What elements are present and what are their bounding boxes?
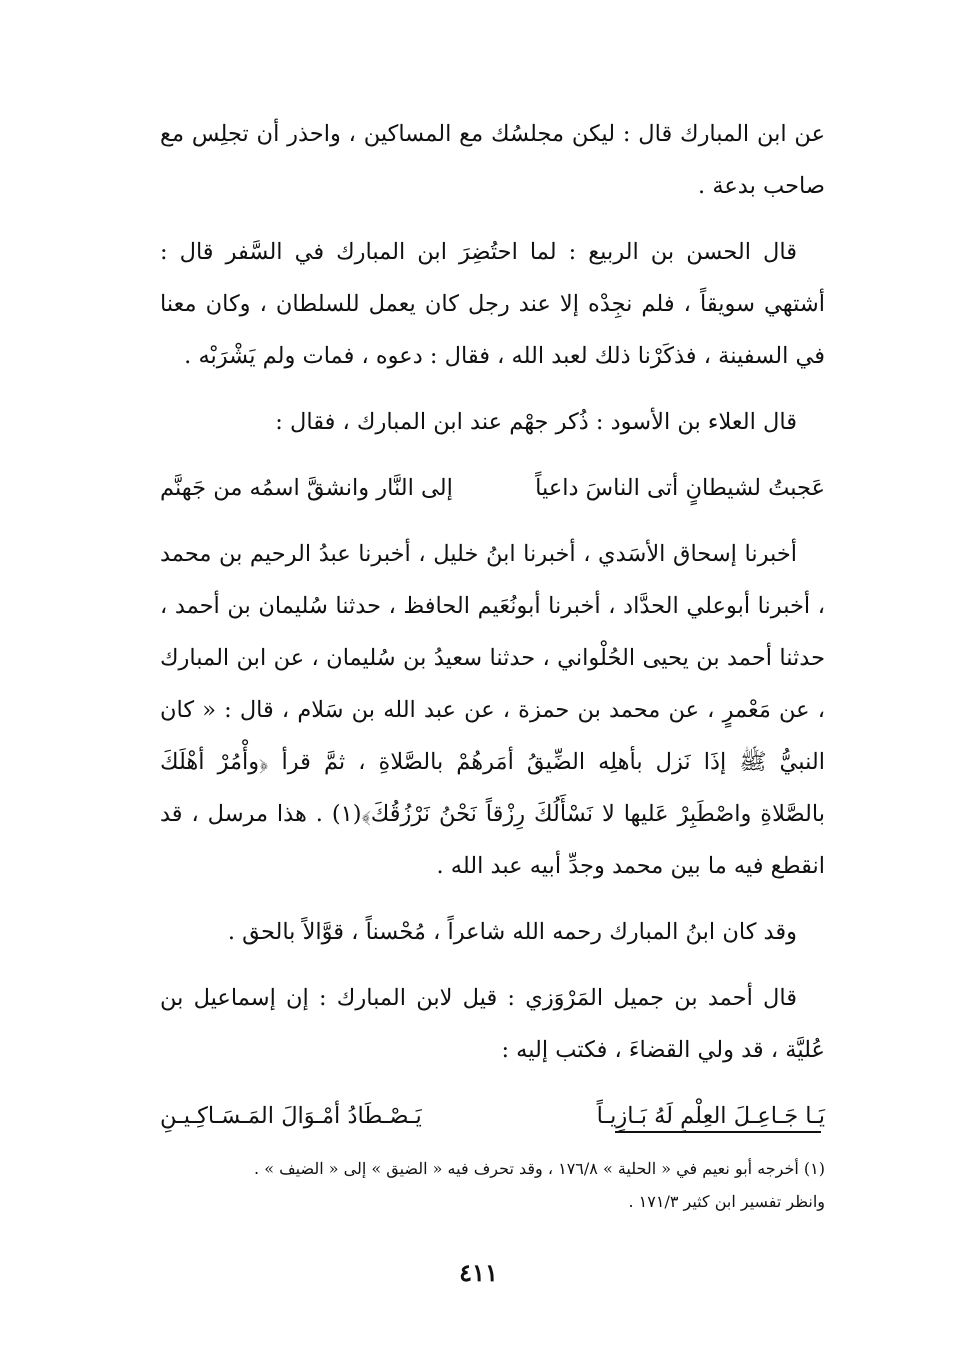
footnotes [160,1152,825,1218]
paragraph-ibn-mubarak-advice: عن ابن المبارك قال : ليكن مجلسُك مع المساكين ، واحذر أن تجلِس مع صاحب بدعة . [160,121,825,199]
verse-1-first-hemistich: عَجبتُ لشيطانٍ أتى الناسَ داعياً [535,475,825,501]
footnote-divider [615,1131,821,1133]
verse-2-second-hemistich: يَـصْـطَادُ أمْـوَالَ المَـسَـاكِـيـنِ [160,1103,422,1129]
paragraph-ahmad-jamil: قال أحمد بن جميل المَرْوَزي : قيل لابن المبارك : إن إسماعيل بن عُليَّة ، قد ولي القضاءَ ، فكتب إليه : [160,985,825,1063]
paragraph-poet: وقد كان ابنُ المبارك رحمه الله شاعراً ، مُحْسناً ، قوَّالاً بالحق . [227,919,797,945]
verse-line-2 [160,1090,825,1142]
footnote-1-continued: وانظر تفسير ابن كثير ١٧١/٣ . [628,1192,825,1211]
verse-2-first-hemistich: يَـا جَـاعِـلَ العِلْمِ لَهُ بَـازِيـاً [596,1103,825,1129]
verse-line-1 [160,462,825,514]
footnote-1: (١) أخرجه أبو نعيم في « الحلية » ١٧٦/٨ ، وقد تحرف فيه « الضيق » إلى « الضيف » . [254,1159,825,1178]
paragraph-isnad: أخبرنا إسحاق الأسَدي ، أخبرنا ابنُ خليل ، أخبرنا عبدُ الرحيم بن محمد ، أخبرنا أبوعلي الحدَّاد ، أخبرنا أبونُعَيم الحافظ ، حدثنا سُليمان بن أحمد ، حدثنا أحمد بن يحيى الحُلْواني ، حدثنا سعيدُ بن سُليمان ، عن ابن المبارك ، عن مَعْمرٍ ، عن محمد بن حمزة ، عن عبد الله بن سَلام ، قال : « كان النبيُّ ﷺ إذَا نَزل بأهلِه الضِّيقُ أمَرهُمْ بالصَّلاةِ ، ثمَّ قرأ ﴿وأْمُرْ أهْلَكَ بالصَّلاةِ واصْطَبِرْ عَليها لا نَسْأَلُكَ رِزْقاً نَحْنُ نَرْزُقُكَ﴾(١) . هذا مرسل ، قد انقطع فيه ما بين محمد وجدِّ أبيه عبد الله . [160,541,826,879]
main-text [160,108,825,1156]
paragraph-hasan-rabi: قال الحسن بن الربيع : لما احتُضِرَ ابن المبارك في السَّفر قال : أشتهي سويقاً ، فلم نجِدْه إلا عند رجل كان يعمل للسلطان ، وكان معنا في السفينة ، فذكَرْنا ذلك لعبد الله ، فقال : دعوه ، فمات ولم يَشْرَبْه . [160,239,825,369]
paragraph-ala-aswad: قال العلاء بن الأسود : ذُكر جهْم عند ابن المبارك ، فقال : [275,409,797,435]
page-number: ٤١١ [459,1258,498,1287]
verse-1-second-hemistich: إلى النَّار وانشقَّ اسمُه من جَهنَّم [160,475,453,501]
